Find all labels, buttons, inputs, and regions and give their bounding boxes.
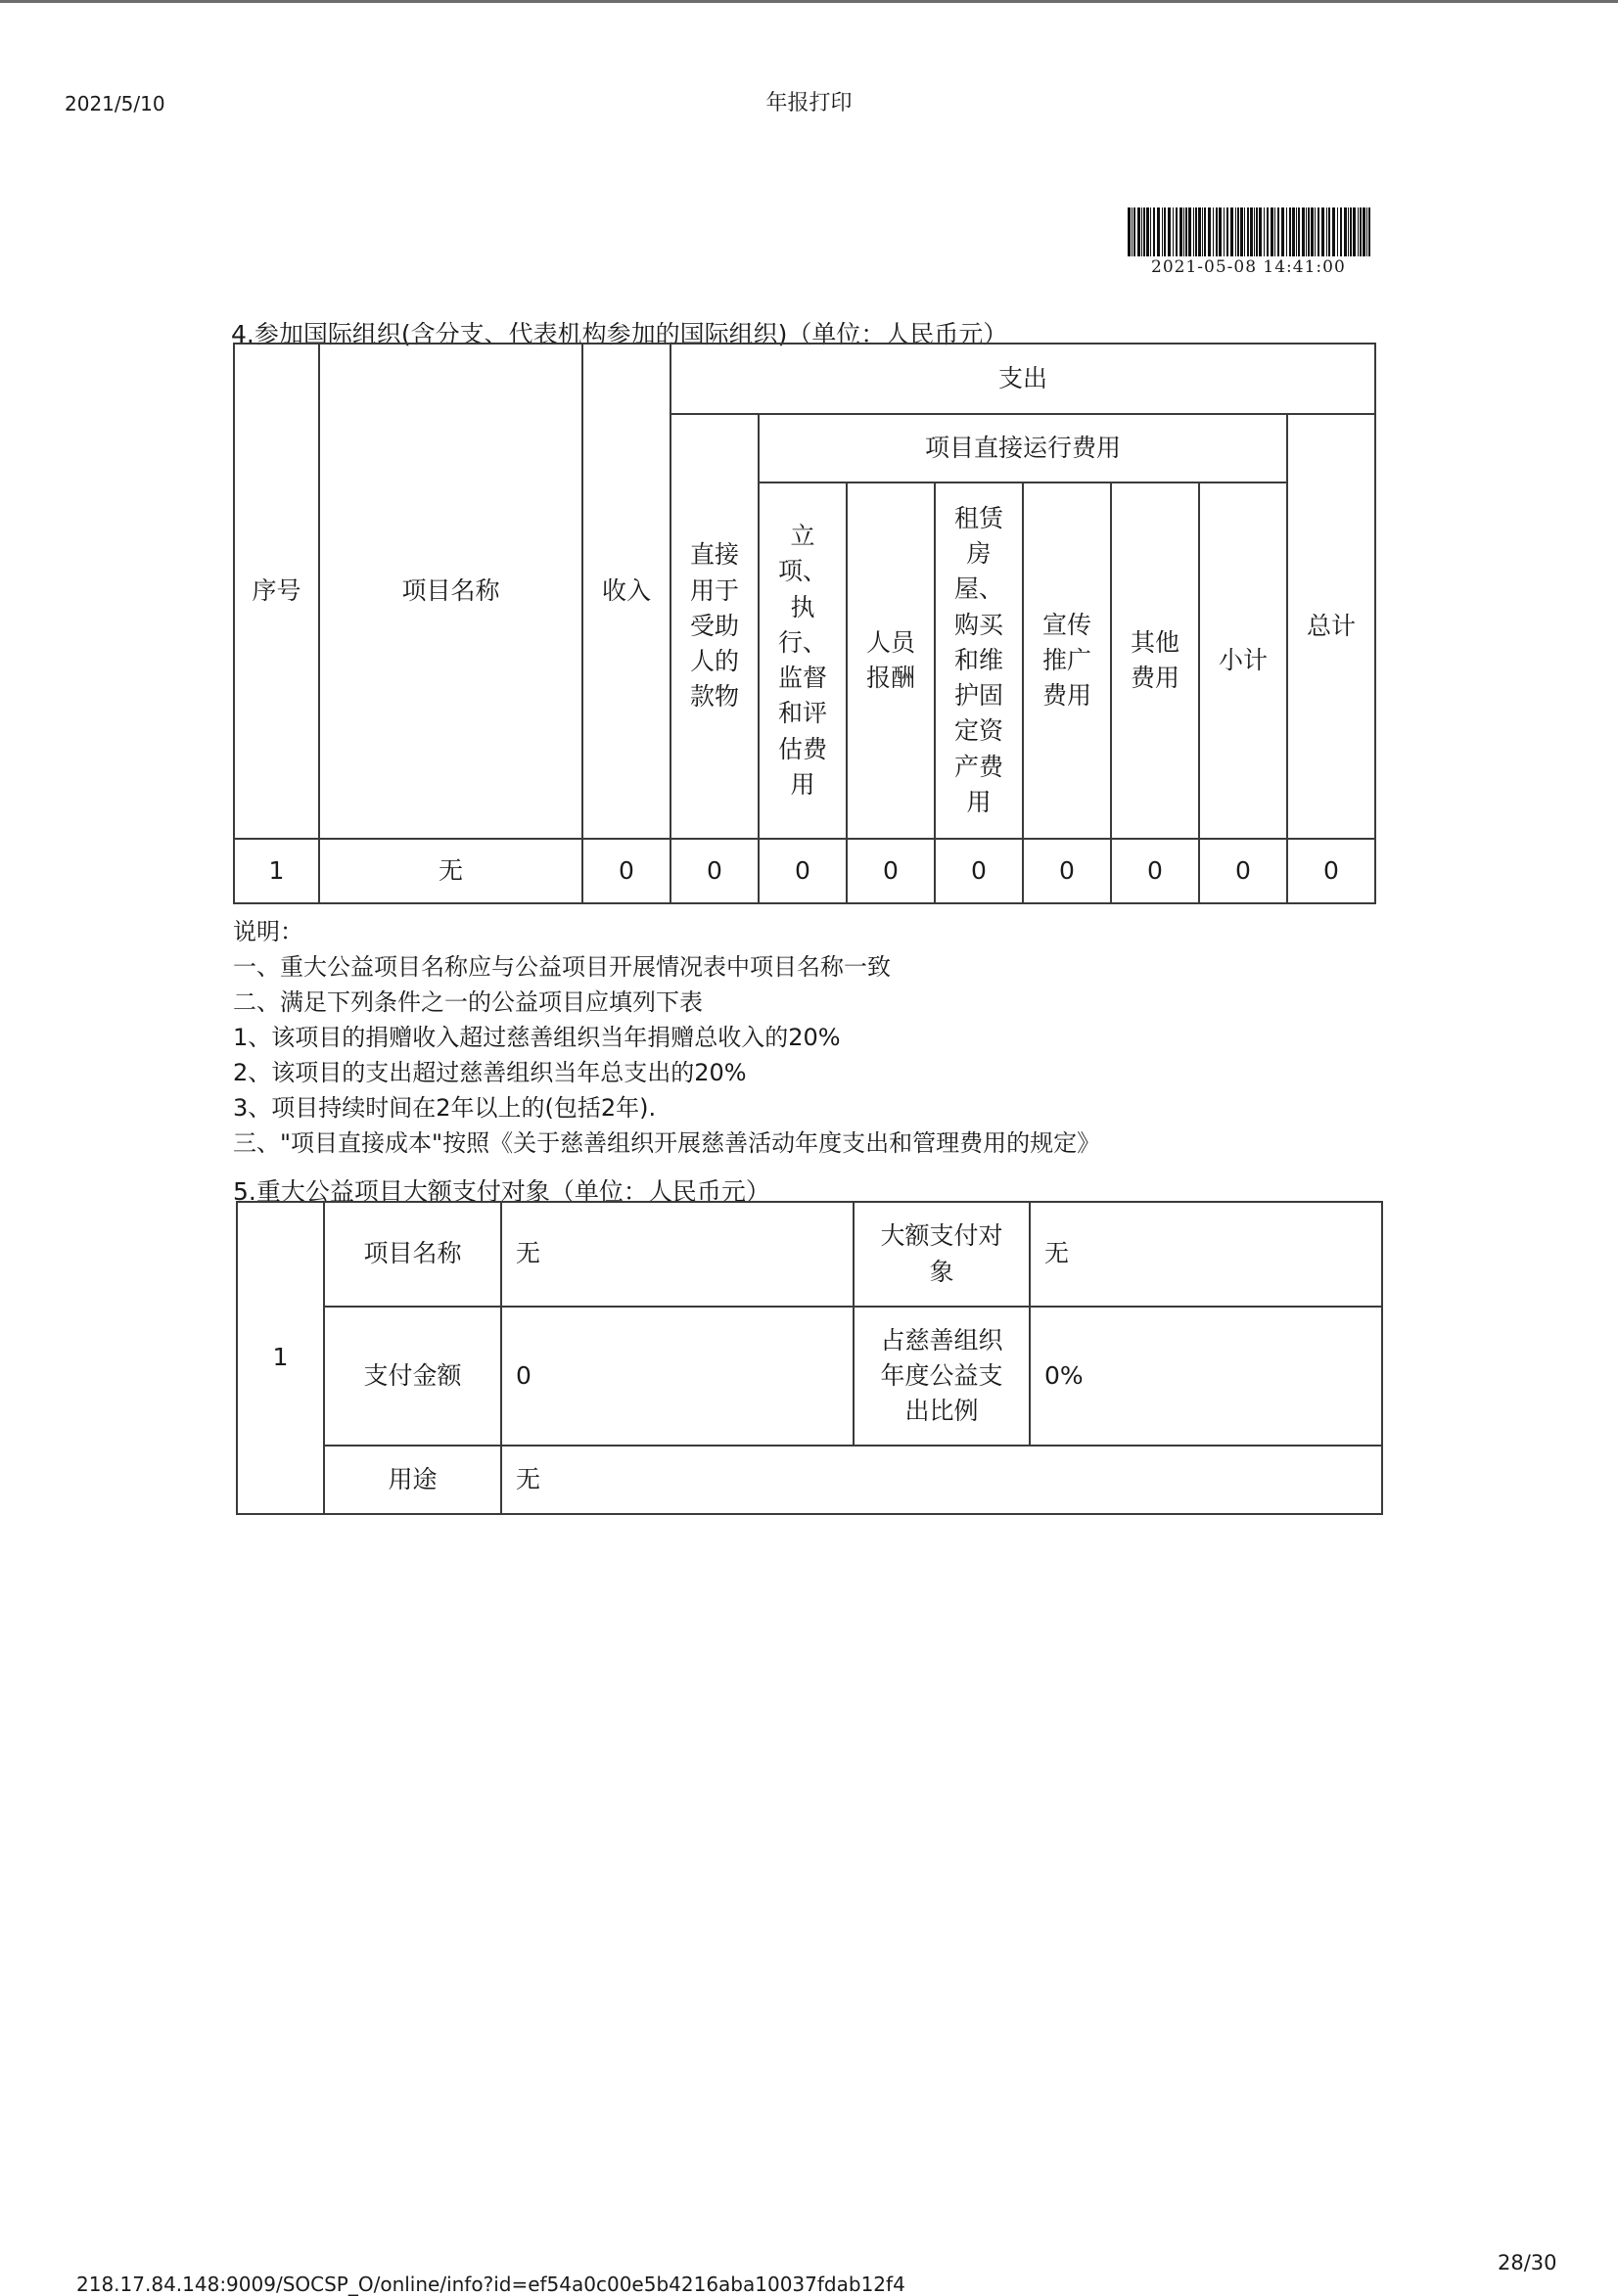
header-promotion <box>1023 482 1111 839</box>
note-line: 一、重大公益项目名称应与公益项目开展情况表中项目名称一致 <box>233 953 891 981</box>
header-expense: 支出 <box>670 344 1375 414</box>
notes-block <box>233 914 1100 1161</box>
label-payee <box>854 1202 1030 1307</box>
header-rent-assets-text: 租赁房屋、购买和维护固定资产费用 <box>953 503 1003 816</box>
header-setup-cost <box>759 482 847 839</box>
header-total: 总计 <box>1287 414 1375 839</box>
page-number: 28/30 <box>1498 2251 1557 2274</box>
cell-subtotal: 0 <box>1199 839 1287 903</box>
section4-title: 4.参加国际组织(含分支、代表机构参加的国际组织)（单位：人民币元） <box>231 320 1008 348</box>
note-heading: 说明： <box>233 918 303 945</box>
header-project-name: 项目名称 <box>319 344 582 839</box>
barcode-timestamp: 2021-05-08 14:41:00 <box>1151 257 1346 277</box>
cell-staff-pay: 0 <box>847 839 935 903</box>
label-payee-text: 大额支付对象 <box>880 1221 1003 1286</box>
header-operating-cost: 项目直接运行费用 <box>759 414 1287 482</box>
header-subtotal: 小计 <box>1199 482 1287 839</box>
value-payee: 无 <box>1030 1202 1382 1307</box>
note-line: 二、满足下列条件之一的公益项目应填列下表 <box>233 988 703 1016</box>
top-border <box>0 0 1618 3</box>
value-project-name: 无 <box>501 1202 854 1307</box>
label-amount: 支付金额 <box>324 1307 501 1446</box>
note-line: 2、该项目的支出超过慈善组织当年总支出的20% <box>233 1059 747 1086</box>
page-title: 年报打印 <box>765 91 853 115</box>
table-row <box>234 839 1375 903</box>
note-line: 1、该项目的捐赠收入超过慈善组织当年捐赠总收入的20% <box>233 1024 841 1051</box>
header-income: 收入 <box>582 344 670 839</box>
cell-total: 0 <box>1287 839 1375 903</box>
section5-title: 5.重大公益项目大额支付对象（单位：人民币元） <box>233 1177 770 1206</box>
value-purpose: 无 <box>501 1446 1382 1514</box>
value-ratio: 0% <box>1030 1307 1382 1446</box>
cell-setup-cost: 0 <box>759 839 847 903</box>
cell-rent-assets: 0 <box>935 839 1023 903</box>
cell-other: 0 <box>1111 839 1199 903</box>
label-project-name: 项目名称 <box>324 1202 501 1307</box>
header-other-text: 其他费用 <box>1130 627 1179 692</box>
header-direct-aid <box>670 414 759 839</box>
note-line: 三、"项目直接成本"按照《关于慈善组织开展慈善活动年度支出和管理费用的规定》 <box>233 1129 1101 1157</box>
print-date: 2021/5/10 <box>65 92 165 115</box>
header-other <box>1111 482 1199 839</box>
header-direct-aid-text: 直接用于受助人的款物 <box>689 540 739 712</box>
cell-seq: 1 <box>234 839 319 903</box>
international-org-table <box>233 343 1376 904</box>
header-staff-pay-text: 人员报酬 <box>865 627 915 692</box>
footer-url: 218.17.84.148:9009/SOCSP_O/online/info?id=ef54a0c00e5b4216aba10037fdab12f4 <box>76 2273 905 2296</box>
cell-promotion: 0 <box>1023 839 1111 903</box>
cell-project-name: 无 <box>319 839 582 903</box>
note-line: 3、项目持续时间在2年以上的(包括2年). <box>233 1094 657 1122</box>
cell-income: 0 <box>582 839 670 903</box>
barcode-image <box>1128 207 1370 256</box>
label-ratio <box>854 1307 1030 1446</box>
payment-seq: 1 <box>237 1202 324 1514</box>
header-seq: 序号 <box>234 344 319 839</box>
label-ratio-text: 占慈善组织年度公益支出比例 <box>880 1325 1003 1426</box>
large-payment-table <box>236 1201 1383 1515</box>
header-promotion-text: 宣传推广费用 <box>1041 610 1091 711</box>
header-staff-pay <box>847 482 935 839</box>
cell-direct-aid: 0 <box>670 839 759 903</box>
value-amount: 0 <box>501 1307 854 1446</box>
label-purpose: 用途 <box>324 1446 501 1514</box>
header-rent-assets <box>935 482 1023 839</box>
header-setup-cost-text: 立项、执行、监督和评估费用 <box>777 522 827 799</box>
